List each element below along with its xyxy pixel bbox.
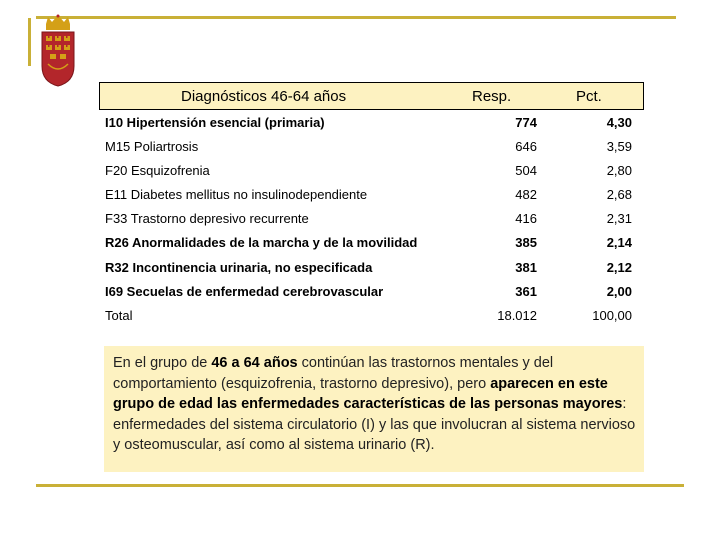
row-resp: 774 bbox=[515, 115, 537, 130]
row-pct: 2,80 bbox=[606, 163, 632, 179]
table-row bbox=[103, 304, 641, 328]
table-row bbox=[103, 280, 641, 304]
row-pct: 2,14 bbox=[606, 235, 632, 251]
row-pct: 100,00 bbox=[592, 307, 632, 323]
note-text: : enfermedades del sistema circulatorio (I) y las que involucran al sistema nervioso y osteomuscular, así como al sistema urinario (R). bbox=[113, 396, 636, 453]
row-diagnosis: F20 Esquizofrenia bbox=[105, 163, 210, 179]
note-emphasis: aparecen en este grupo de edad las enfermedades características de las personas mayores bbox=[113, 375, 623, 412]
row-diagnosis: M15 Poliartrosis bbox=[105, 139, 199, 155]
bottom-divider bbox=[36, 484, 684, 487]
table-row bbox=[103, 111, 641, 135]
diagnosis-table bbox=[103, 111, 641, 328]
region-coat-of-arms-icon bbox=[36, 14, 80, 90]
row-pct: 2,68 bbox=[606, 187, 632, 203]
table-header bbox=[99, 82, 644, 110]
table-row bbox=[103, 207, 641, 231]
header-resp: Resp. bbox=[472, 88, 512, 105]
note-text: continúan las trastornos mentales y del comportamiento (esquizofrenia, trastorno depresivo), pero bbox=[113, 355, 554, 392]
row-pct: 4,30 bbox=[606, 115, 632, 130]
row-resp: 482 bbox=[515, 187, 537, 203]
note-text: En el grupo de bbox=[113, 355, 212, 371]
top-divider bbox=[36, 16, 676, 19]
row-diagnosis: E11 Diabetes mellitus no insulinodependiente bbox=[105, 187, 368, 203]
row-diagnosis: Total bbox=[105, 307, 133, 323]
table-row bbox=[103, 231, 641, 255]
row-resp: 504 bbox=[515, 163, 537, 179]
row-pct: 2,00 bbox=[606, 283, 632, 299]
row-diagnosis: F33 Trastorno depresivo recurrente bbox=[105, 211, 309, 227]
row-diagnosis: I69 Secuelas de enfermedad cerebrovascular bbox=[105, 283, 384, 299]
row-resp: 646 bbox=[515, 139, 537, 155]
row-diagnosis: R32 Incontinencia urinaria, no especificada bbox=[105, 259, 373, 275]
row-resp: 381 bbox=[515, 259, 537, 275]
row-pct: 3,59 bbox=[606, 139, 632, 155]
header-diagnosis: Diagnósticos 46-64 años bbox=[181, 88, 347, 105]
row-resp: 385 bbox=[515, 235, 537, 251]
table-row bbox=[103, 256, 641, 280]
row-resp: 18.012 bbox=[497, 307, 537, 323]
row-pct: 2,12 bbox=[606, 259, 632, 275]
summary-note bbox=[104, 346, 644, 472]
row-resp: 416 bbox=[515, 211, 537, 227]
row-diagnosis: I10 Hipertensión esencial (primaria) bbox=[105, 115, 325, 130]
header-pct: Pct. bbox=[576, 88, 602, 105]
row-diagnosis: R26 Anormalidades de la marcha y de la movilidad bbox=[105, 235, 418, 251]
left-divider bbox=[28, 18, 31, 66]
row-pct: 2,31 bbox=[606, 211, 632, 227]
table-row bbox=[103, 183, 641, 207]
note-emphasis: 46 a 64 años bbox=[211, 355, 298, 371]
table-row bbox=[103, 135, 641, 159]
row-resp: 361 bbox=[515, 283, 537, 299]
table-row bbox=[103, 159, 641, 183]
